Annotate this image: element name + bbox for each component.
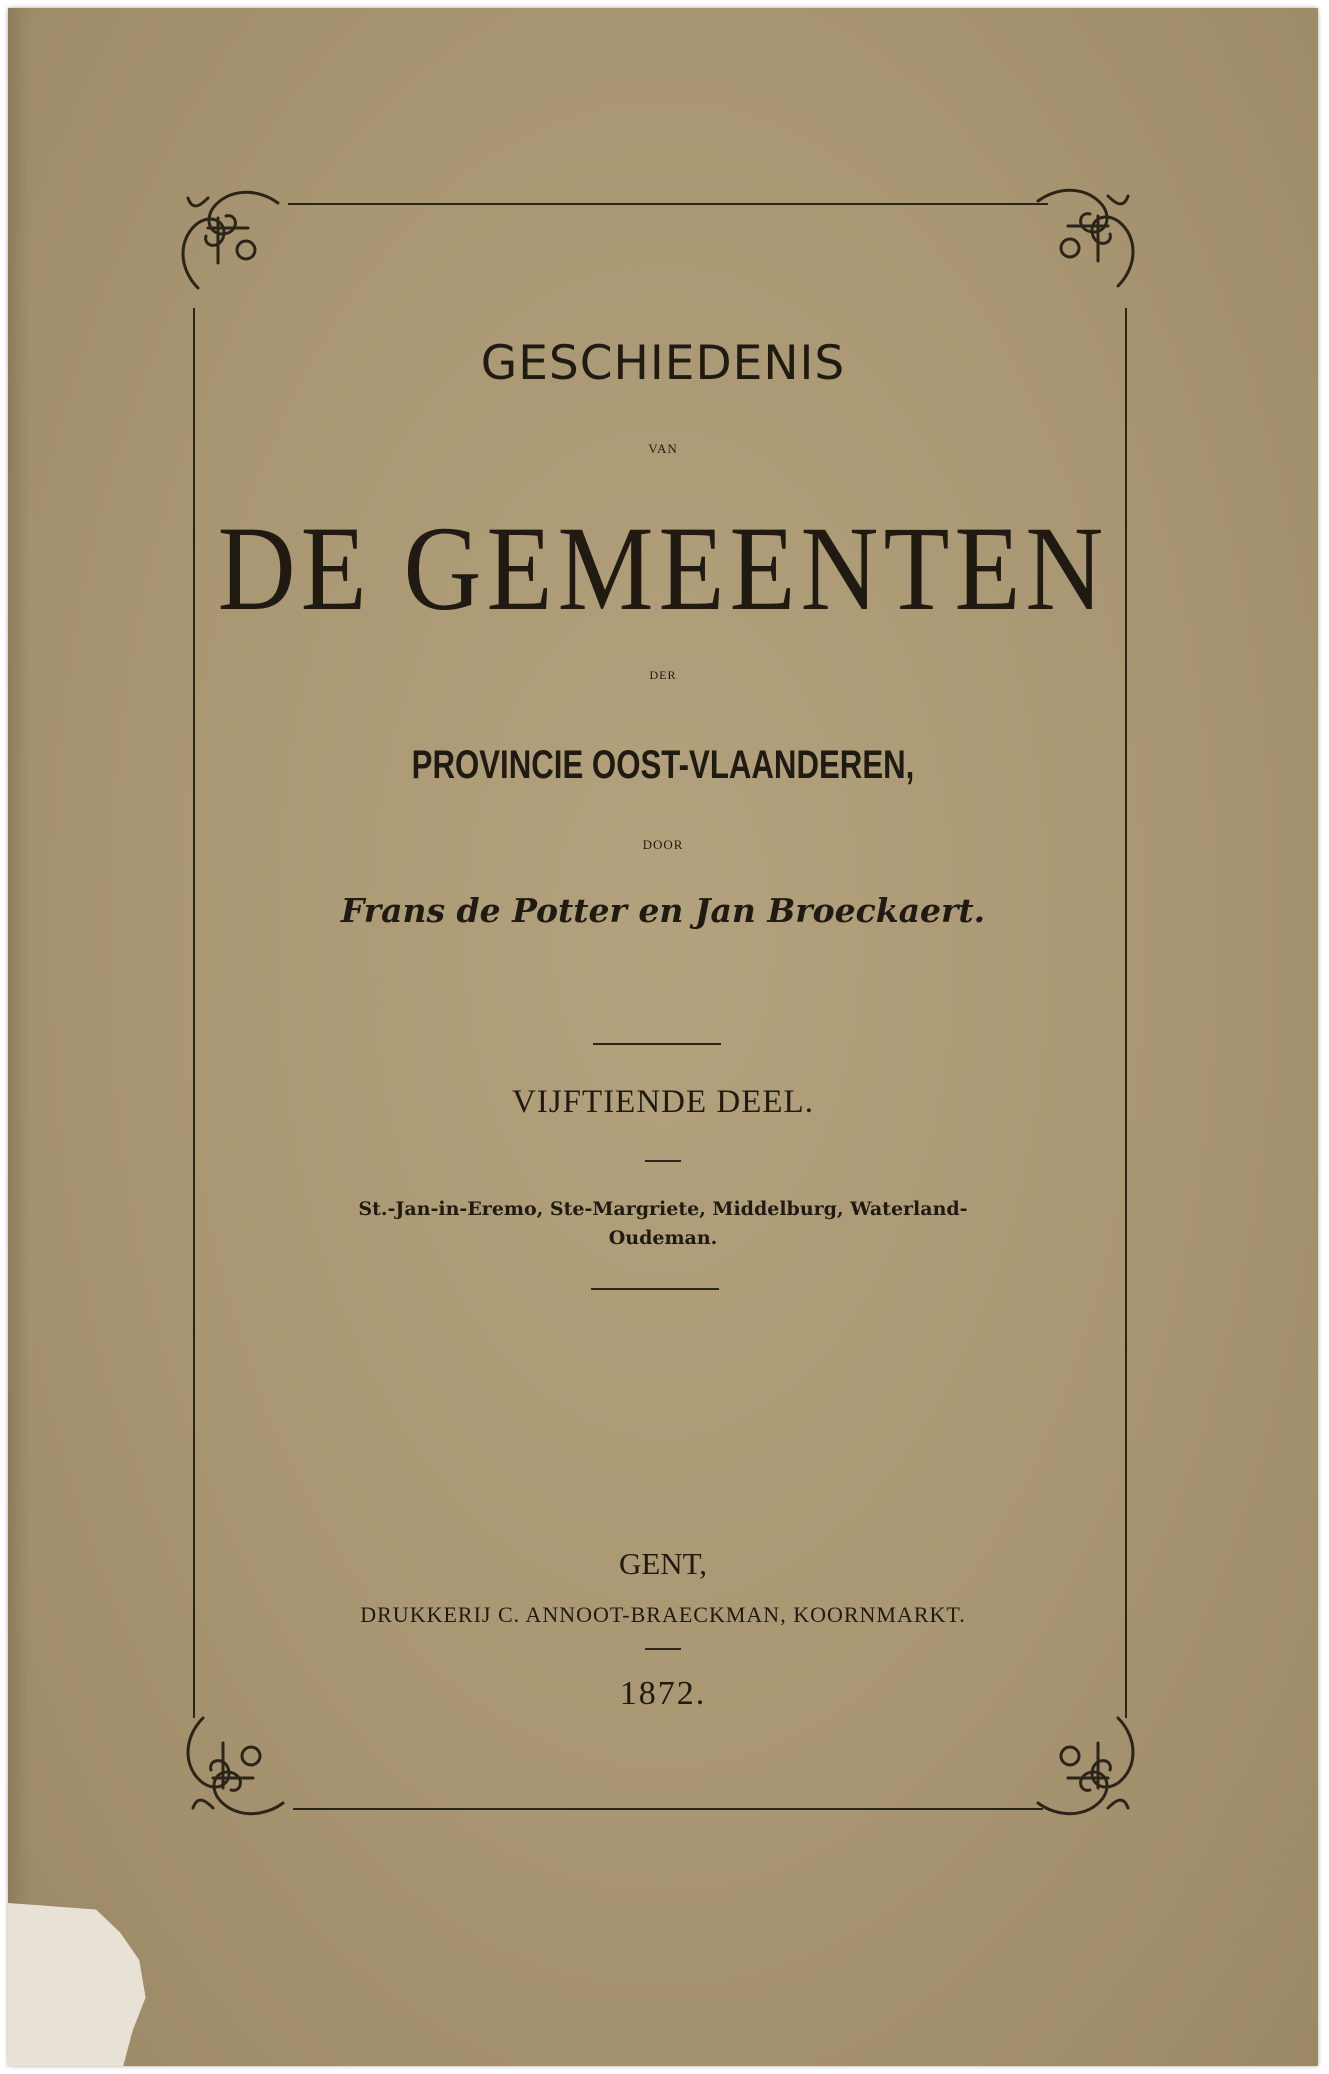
connector-van: VAN: [648, 441, 678, 456]
corner-ornament-bottom-left-icon: [173, 1708, 293, 1828]
divider-rule-bottom: [591, 1288, 719, 1290]
volume-label: VIJFTIENDE DEEL.: [512, 1084, 814, 1120]
corner-ornament-top-right-icon: [1028, 176, 1148, 296]
province-title: PROVINCIE OOST-VLAANDEREN,: [411, 743, 915, 787]
frame-bottom-line: [293, 1808, 1043, 1810]
places-line-1: St.-Jan-in-Eremo, Ste-Margriete, Middelburg, Waterland-: [358, 1198, 968, 1220]
main-title: DE GEMEENTEN: [217, 502, 1109, 637]
corner-ornament-bottom-right-icon: [1028, 1708, 1148, 1828]
torn-corner: [8, 1903, 168, 2066]
authors: Frans de Potter en Jan Broeckaert.: [340, 891, 986, 930]
book-cover: [8, 8, 1318, 2066]
imprint-printer: DRUKKERIJ C. ANNOOT-BRAECKMAN, KOORNMARKT.: [360, 1602, 966, 1627]
places-line-2: Oudeman.: [608, 1227, 718, 1249]
places-list: [8, 1195, 1318, 1253]
divider-rule-top: [593, 1043, 721, 1045]
imprint-city: GENT,: [618, 1546, 708, 1581]
divider-rule-imprint: [645, 1648, 681, 1650]
title-geschiedenis: GESCHIEDENIS: [480, 336, 846, 391]
spine-wear: [8, 8, 30, 2066]
connector-der: DER: [649, 668, 677, 682]
corner-ornament-top-left-icon: [168, 178, 288, 298]
connector-door: DOOR: [642, 837, 684, 852]
imprint-year: 1872.: [619, 1675, 707, 1712]
frame-top-line: [288, 203, 1048, 205]
divider-rule-short: [645, 1160, 681, 1162]
